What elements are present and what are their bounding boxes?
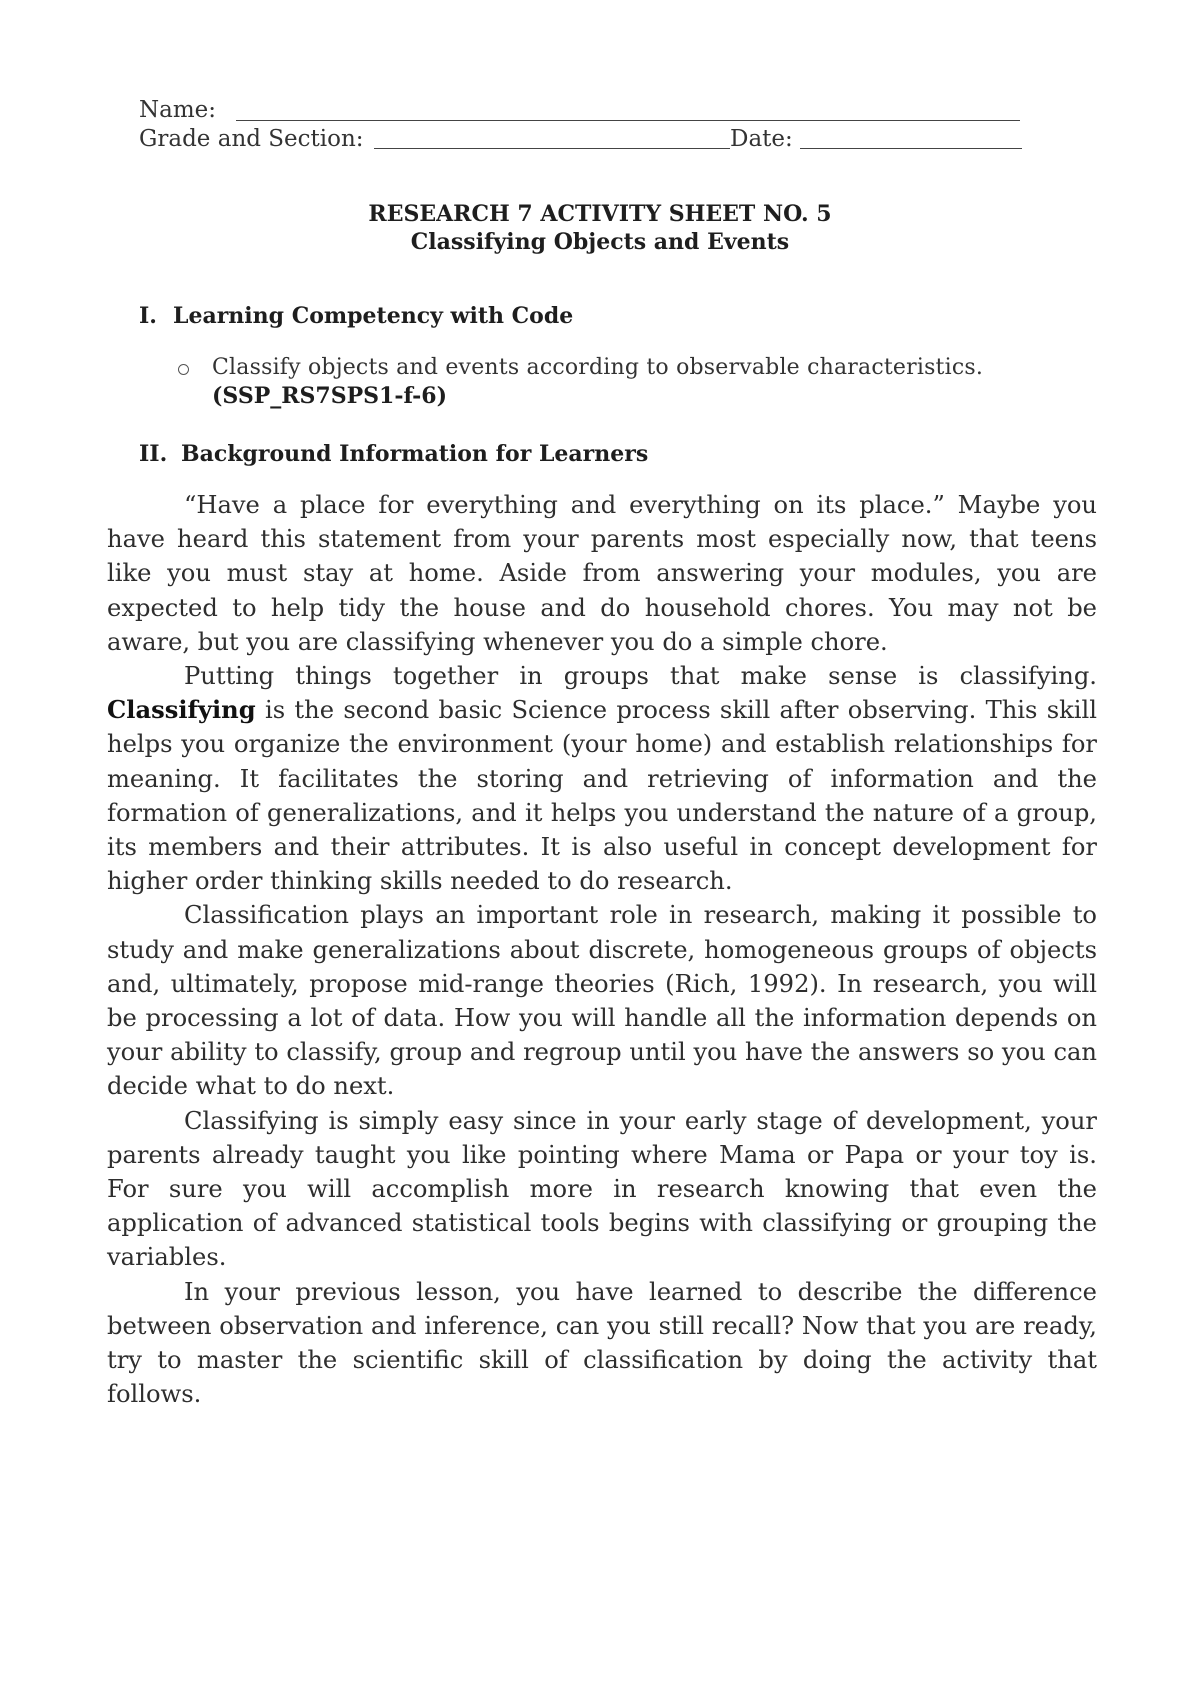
section-1-number: I. — [139, 303, 157, 329]
section-2-heading — [139, 440, 648, 468]
grade-section-label: Grade and Section: — [139, 126, 364, 152]
background-information-body — [107, 488, 1097, 1411]
paragraph-1: “Have a place for everything and everything on its place.” Maybe you have heard this statement from your parents most especially now, that teens like you must stay at home. Aside from answering your modules, you are expected to help tidy the house and do household chores. You may not be aware, but you are classifying whenever you do a simple chore. — [107, 491, 1097, 656]
paragraph-3: Classification plays an important role in research, making it possible to study and make generalizations about discrete, homogeneous groups of objects and, ultimately, propose mid-range theories (Rich, 1992). In research, you will be processing a lot of data. How you will handle all the information depends on your ability to classify, group and regroup until you have the answers so you can decide what to do next. — [107, 901, 1097, 1101]
competency-code: (SSP_RS7SPS1-f-6) — [212, 383, 448, 409]
competency-text: Classify objects and events according to observable characteristics. — [212, 355, 984, 380]
paragraph-4: Classifying is simply easy since in your early stage of development, your parents already taught you like pointing where Mama or Papa or your toy is. For sure you will accomplish more in research knowing that even the application of advanced statistical tools begins with classifying or grouping the variables. — [107, 1106, 1097, 1272]
section-1-title: Learning Competency with Code — [173, 303, 574, 329]
name-blank-line[interactable] — [236, 120, 1020, 121]
name-label: Name: — [139, 97, 217, 123]
classifying-term: Classifying — [107, 695, 256, 725]
section-1-heading — [139, 302, 573, 330]
date-label: Date: — [730, 126, 793, 152]
date-blank-line[interactable] — [800, 148, 1022, 149]
competency-bullet — [178, 354, 1058, 410]
paragraph-5: In your previous lesson, you have learned to describe the difference between observation and inference, can you still recall? Now that you are ready, try to master the scientific skill of classification by doing the activity that follows. — [107, 1277, 1097, 1409]
sheet-title: RESEARCH 7 ACTIVITY SHEET NO. 5 — [368, 201, 832, 227]
grade-section-blank-line[interactable] — [374, 148, 730, 149]
sheet-subtitle: Classifying Objects and Events — [410, 229, 790, 255]
paragraph-2: Putting things together in groups that make sense is classifying. Classifying is the second basic Science process skill after observing. This skill helps you organize the environment (your home) and establish relationships for meaning. It facilitates the storing and retrieving of information and the formation of generalizations, and it helps you understand the nature of a group, its members and their attributes. It is also useful in concept development for higher order thinking skills needed to do research. — [107, 662, 1097, 896]
bullet-circle-icon — [178, 364, 189, 375]
section-2-title: Background Information for Learners — [181, 441, 649, 467]
section-2-number: II. — [139, 441, 168, 467]
